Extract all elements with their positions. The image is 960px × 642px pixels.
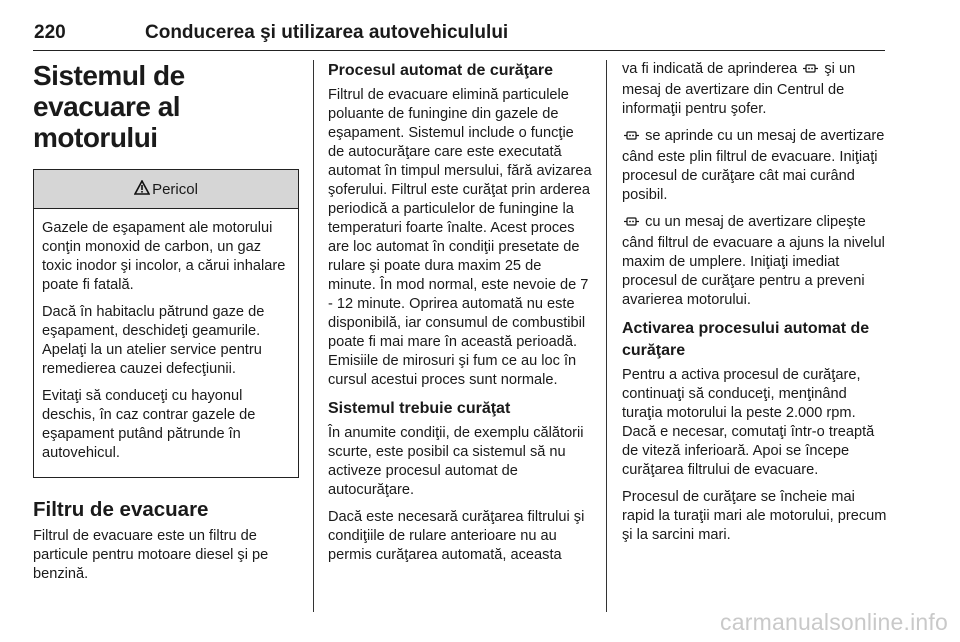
activation-paragraph-2: Procesul de curăţare se încheie mai rapid la turaţii mari ale motorului, precum şi la sarcini mari. <box>622 489 887 543</box>
section-title <box>33 60 299 153</box>
filter-full-paragraph <box>622 127 887 205</box>
chapter-title: Conducerea şi utilizarea autovehiculului <box>145 22 509 43</box>
page-header <box>33 22 885 51</box>
exhaust-filter-icon <box>803 62 818 81</box>
column-divider <box>313 60 314 612</box>
danger-paragraph: Gazele de eşapament ale motorului conţin monoxid de carbon, un gaz toxic inodor şi incolor, a cărui inhalare poate fi fatală. <box>42 220 286 293</box>
filter-max-paragraph <box>622 213 887 310</box>
danger-paragraph: Dacă în habitaclu pătrund gaze de eşapament, deschideţi geamurile. Apelaţi la un atelier service pentru remedierea cauzei defecţiunii. <box>42 304 265 377</box>
column-middle <box>328 60 592 573</box>
activation-heading: Activarea procesului automat de curăţare <box>622 320 870 359</box>
cleaning-required-heading: Sistemul trebuie curăţat <box>328 400 511 417</box>
filter-paragraph: Filtrul de evacuare este un filtru de particule pentru motoare diesel şi pe benzină. <box>33 528 269 582</box>
auto-cleaning-paragraph: Filtrul de evacuare elimină particulele poluante de funingine din gazele de eşapament. Sistemul include o funcţie de autocurăţare care este executată automat în timpul mersului, fără avizarea şoferului. Filtrul este curăţat prin arderea periodică a particulelor de funingine la temperaturi foarte înalte. Acest proces are loc automat în condiţii presetate de rulare şi poate dura maxim 25 de minute. În mod normal, este nevoie de 7 - 12 minute. Oprirea automată nu este disponibilă, iar consumul de combustibil poate fi mai mare în această perioadă. Emisiile de mirosuri şi fum ce au loc în cursul acestui proces sunt normale. <box>328 87 592 388</box>
cleaning-required-paragraph-2: Dacă este necesară curăţarea filtrului şi condiţiile de rulare anterioare nu au permis curăţarea automată, aceasta <box>328 509 585 563</box>
exhaust-filter-icon <box>624 129 639 148</box>
filter-max-text: cu un mesaj de avertizare clipeşte când filtrul de evacuare a ajuns la nivelul maxim de umplere. Iniţiaţi imediat procesul de curăţare pentru a preveni avarierea motorului. <box>622 214 885 308</box>
indicator-paragraph <box>622 60 887 119</box>
section-title-line1: Sistemul de evacuare al <box>33 60 185 122</box>
watermark: carmanualsonline.info <box>720 609 948 635</box>
indicator-text-end: şi un mesaj de avertizare din Centrul de informaţii pentru şofer. <box>622 61 856 117</box>
warning-triangle-icon <box>134 180 152 199</box>
page-number: 220 <box>34 22 66 43</box>
column-left <box>33 60 299 592</box>
auto-cleaning-heading: Procesul automat de curăţare <box>328 62 553 79</box>
filter-full-text: se aprinde cu un mesaj de avertizare când este plin filtrul de evacuare. Iniţiaţi procesul de curăţare cât mai curând posibil. <box>622 128 885 203</box>
section-title-line2: motorului <box>33 122 158 153</box>
column-divider <box>606 60 607 612</box>
exhaust-filter-icon <box>624 215 639 234</box>
indicator-text: va fi indicată de aprinderea <box>622 61 798 77</box>
danger-box-header <box>34 170 298 209</box>
danger-box-body <box>34 209 298 477</box>
danger-box <box>33 169 299 478</box>
cleaning-required-paragraph: În anumite condiţii, de exemplu călătorii scurte, este posibil ca sistemul să nu activeze procesul automat de autocurăţare. <box>328 425 584 498</box>
danger-label: Pericol <box>152 180 198 198</box>
danger-paragraph: Evitaţi să conduceţi cu hayonul deschis, în caz contrar gazele de eşapament putând pătrunde în autovehicul. <box>42 388 256 461</box>
filter-heading: Filtru de evacuare <box>33 498 209 521</box>
activation-paragraph: Pentru a activa procesul de curăţare, continuaţi să conduceţi, menţinând turaţia motorului la peste 2.000 rpm. Dacă e necesar, comutaţi într-o treaptă de viteză inferioară. Apoi se începe curăţarea filtrului de evacuare. <box>622 367 875 478</box>
column-right <box>622 60 887 553</box>
